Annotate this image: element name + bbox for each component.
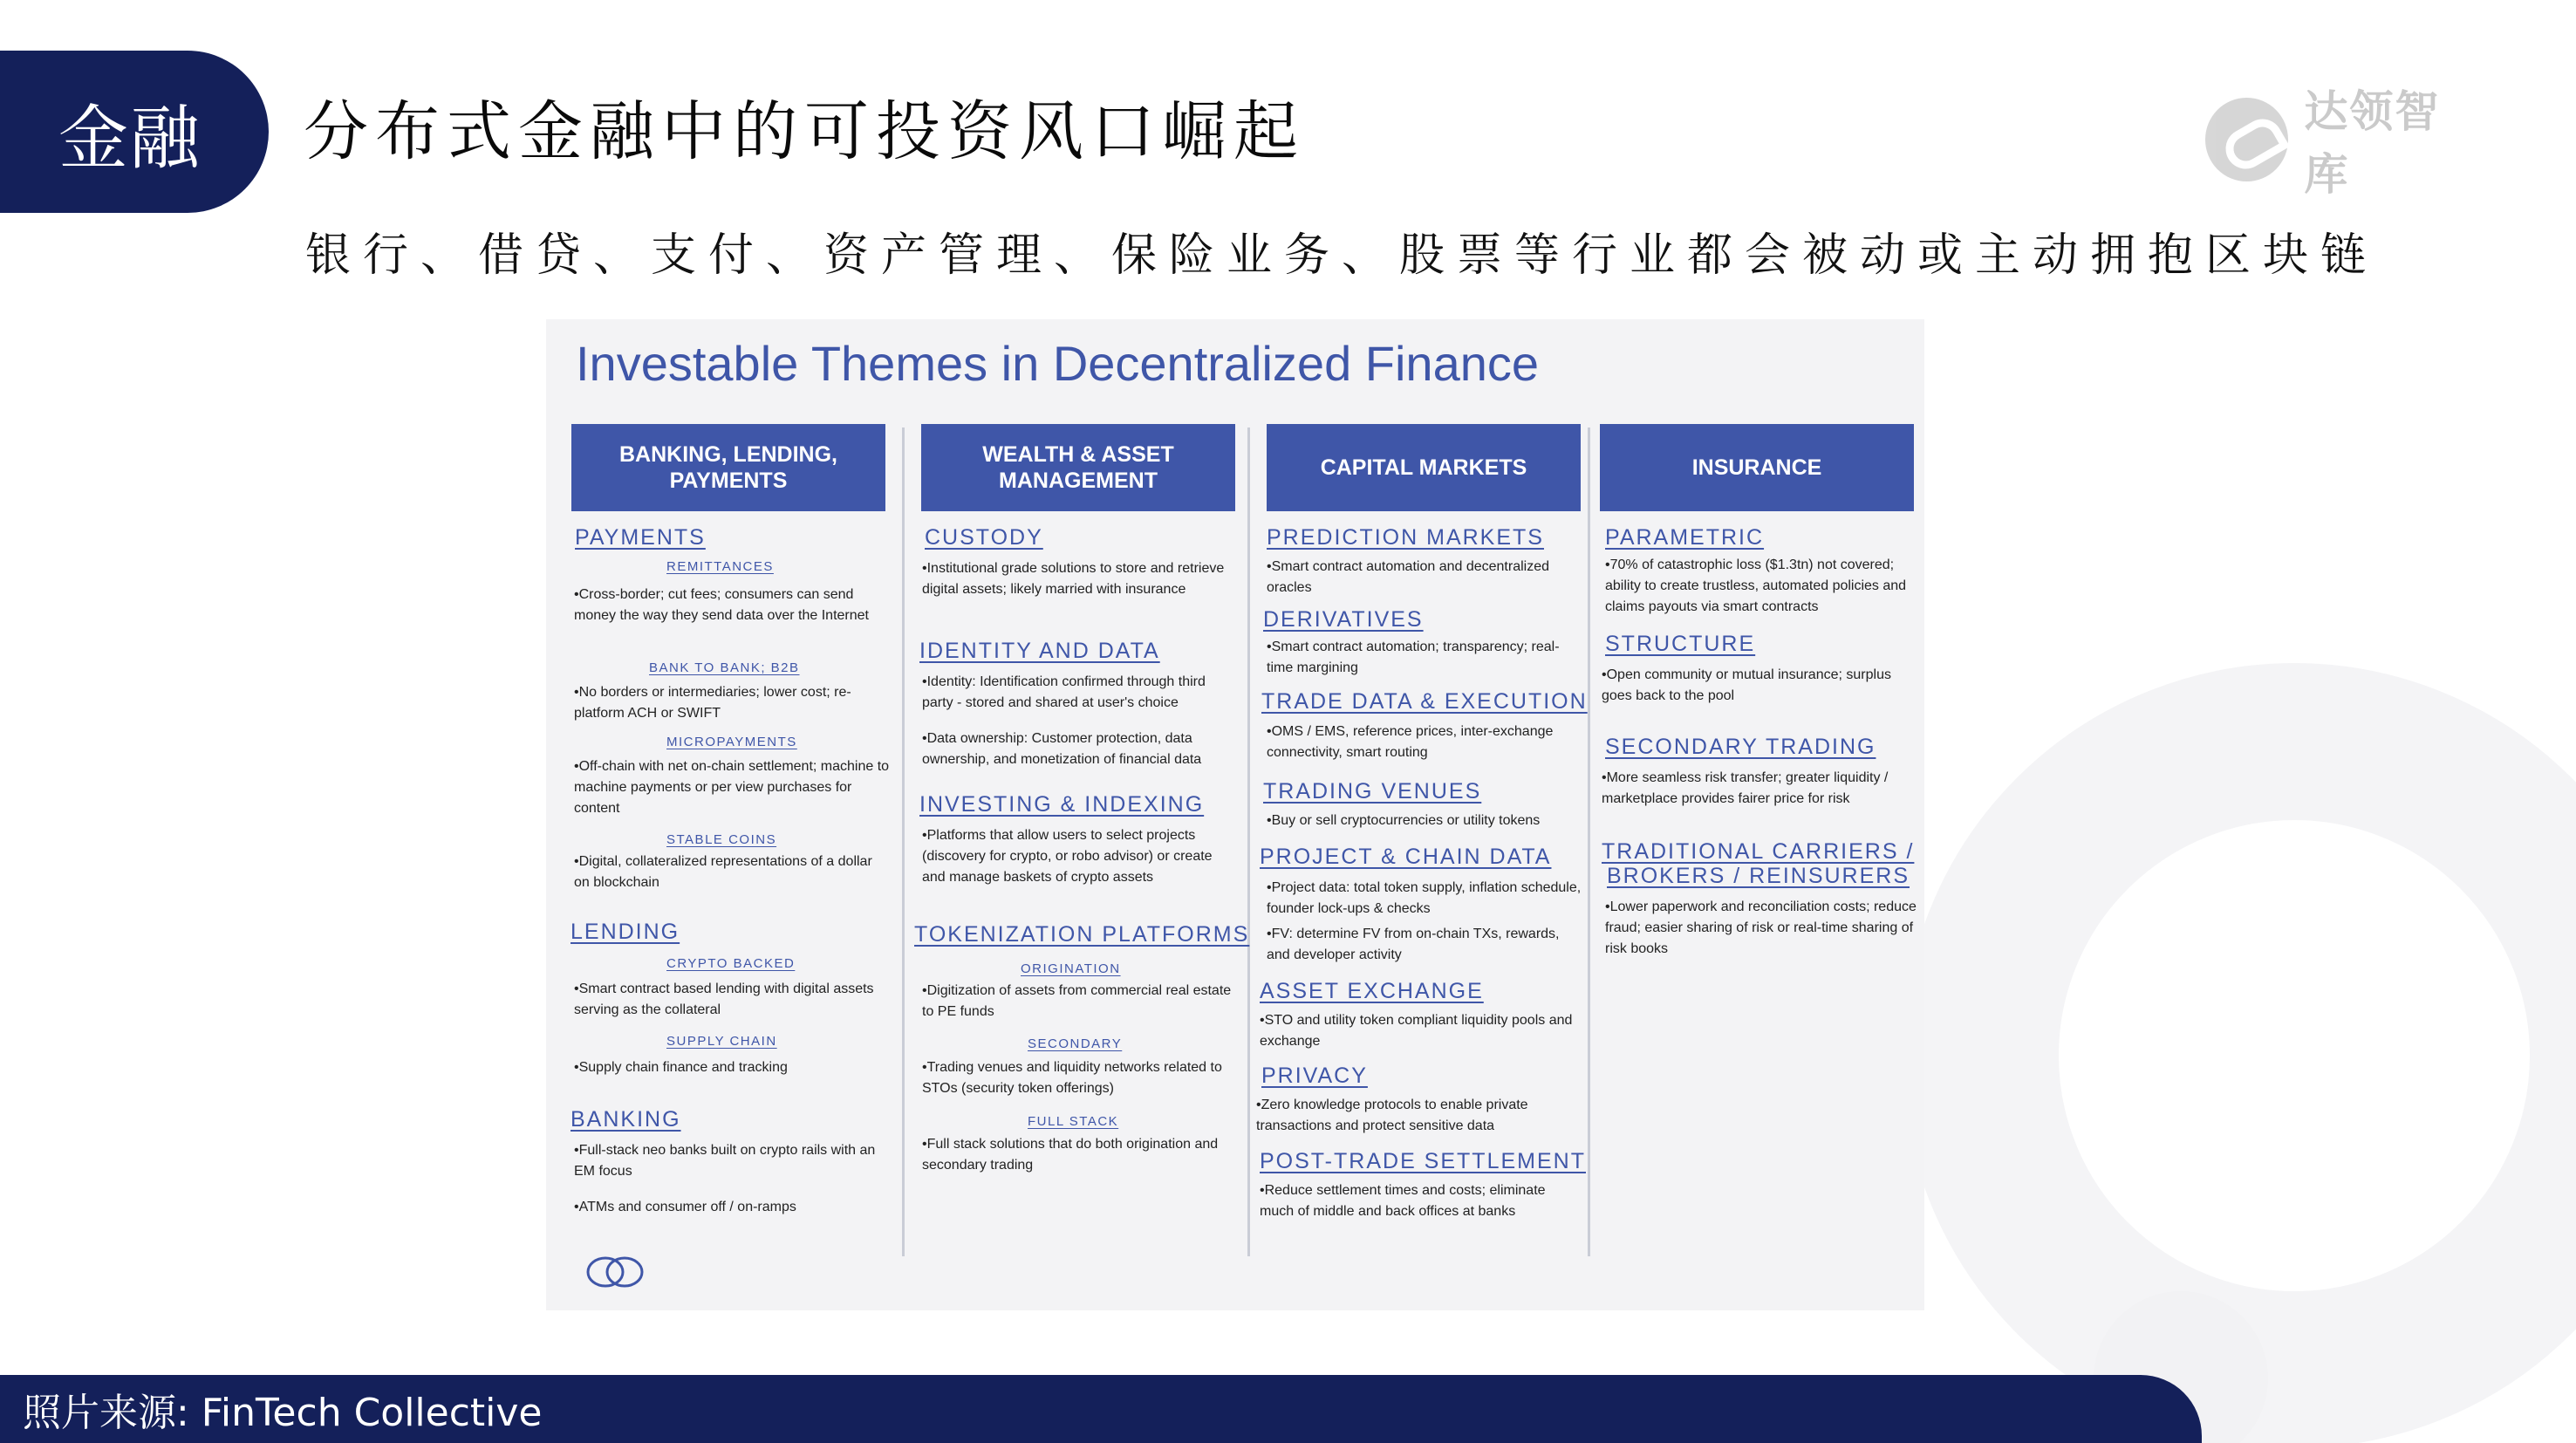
column-divider [902,427,905,1256]
section-heading: PARAMETRIC [1605,525,1765,550]
section-heading: INVESTING & INDEXING [919,792,1205,817]
subsection-heading: REMITTANCES [666,559,774,574]
item-text: •Smart contract based lending with digital assets serving as the collateral [574,981,874,1017]
section-heading: POST-TRADE SETTLEMENT [1260,1149,1586,1173]
item-text: •Off-chain with net on-chain settlement; machine to machine payments or per view purchases for content [574,759,890,816]
item-text: •STO and utility token compliant liquidity pools and exchange [1260,1013,1573,1049]
item-text: •Platforms that allow users to select projects (discovery for crypto, or robo advisor) or create and manage baskets of crypto assets [922,828,1213,885]
item-text: •ATMs and consumer off / on-ramps [574,1200,796,1214]
column-header: INSURANCE [1600,424,1914,511]
section-heading: IDENTITY AND DATA [919,639,1160,663]
item-text: •Zero knowledge protocols to enable private transactions and protect sensitive data [1256,1098,1528,1133]
item-text: •Institutional grade solutions to store and retrieve digital assets; likely married with insurance [922,561,1225,597]
column-divider [1247,427,1250,1256]
item-text: •70% of catastrophic loss ($1.3tn) not covered; ability to create trustless, automated policies and claims payouts via smart contracts [1605,557,1907,614]
item-text: •Open community or mutual insurance; surplus goes back to the pool [1602,667,1891,703]
item-text: •Digital, collateralized representations of a dollar on blockchain [574,854,872,890]
subsection-heading: FULL STACK [1028,1114,1119,1129]
item-text: •Cross-border; cut fees; consumers can send money the way they send data over the Internet [574,587,869,623]
item-text: •Digitization of assets from commercial real estate to PE funds [922,983,1232,1019]
item-text: •Project data: total token supply, inflation schedule, founder lock-ups & checks [1267,880,1582,916]
fintech-collective-logo-icon [581,1253,651,1291]
brand-logo [2205,86,2484,200]
section-heading: SECONDARY TRADING [1605,735,1876,759]
subsection-heading: CRYPTO BACKED [666,956,796,971]
section-heading: STRUCTURE [1605,632,1756,656]
item-text: •Reduce settlement times and costs; eliminate much of middle and back offices at banks [1260,1183,1546,1219]
section-heading: TRADE DATA & EXECUTION [1261,689,1588,714]
item-text: •Smart contract automation; transparency; real-time margining [1267,639,1560,675]
item-text: •Full-stack neo banks built on crypto rails with an EM focus [574,1143,876,1179]
subsection-heading: MICROPAYMENTS [666,735,797,749]
subsection-heading: SECONDARY [1028,1036,1123,1051]
item-text: •Supply chain finance and tracking [574,1060,788,1075]
column-wealth [921,424,1235,511]
column-divider [1588,427,1590,1256]
infographic-panel [546,319,1924,1310]
section-heading: PROJECT & CHAIN DATA [1260,845,1552,869]
section-heading: PREDICTION MARKETS [1267,525,1544,550]
subsection-heading: BANK TO BANK; B2B [649,660,800,675]
section-heading: PAYMENTS [575,525,706,550]
category-tag [0,51,269,213]
item-text: •Smart contract automation and decentralized oracles [1267,559,1549,595]
item-text: •Data ownership: Customer protection, data ownership, and monetization of financial data [922,731,1202,767]
column-header: CAPITAL MARKETS [1267,424,1581,511]
section-heading: LENDING [571,920,680,944]
subsection-heading: ORIGINATION [1021,961,1121,976]
item-text: •OMS / EMS, reference prices, inter-exchange connectivity, smart routing [1267,724,1554,760]
column-banking [571,424,885,511]
footer-bar [0,1375,2202,1443]
item-text: •Buy or sell cryptocurrencies or utility tokens [1267,813,1541,828]
item-text: •Lower paperwork and reconciliation costs; reduce fraud; easier sharing of risk or real-time sharing of risk books [1605,899,1917,956]
item-text: •Identity: Identification confirmed through third party - stored and shared at user's choice [922,674,1206,710]
section-heading: CUSTODY [925,525,1043,550]
column-capital-markets [1267,424,1581,511]
page-title: 分布式金融中的可投资风口崛起 [304,94,1305,169]
section-heading: DERIVATIVES [1263,607,1424,632]
item-text: •Full stack solutions that do both origination and secondary trading [922,1137,1219,1173]
subsection-heading: SUPPLY CHAIN [666,1034,777,1049]
image-source-caption: 照片来源: FinTech Collective [23,1391,543,1435]
subsection-heading: STABLE COINS [666,832,777,847]
section-heading: TOKENIZATION PLATFORMS [914,922,1250,947]
item-text: •No borders or intermediaries; lower cost; re-platform ACH or SWIFT [574,685,851,721]
item-text: •More seamless risk transfer; greater liquidity / marketplace provides fairer price for risk [1602,770,1889,806]
section-heading: BANKING [571,1107,681,1132]
column-header: WEALTH & ASSET MANAGEMENT [921,424,1235,511]
section-heading: ASSET EXCHANGE [1260,979,1484,1003]
section-heading: PRIVACY [1261,1063,1368,1088]
infographic-title: Investable Themes in Decentralized Finance [576,336,1540,391]
brand-logo-icon [2205,98,2288,181]
section-heading: TRADITIONAL CARRIERS / [1602,839,1915,864]
item-text: •FV: determine FV from on-chain TXs, rewards, and developer activity [1267,927,1560,962]
section-heading: BROKERS / REINSURERS [1607,864,1910,888]
section-heading: TRADING VENUES [1263,779,1482,804]
column-header: BANKING, LENDING, PAYMENTS [571,424,885,511]
page-subtitle: 银行、借贷、支付、资产管理、保险业务、股票等行业都会被动或主动拥抱区块链 [305,229,2379,282]
column-insurance [1600,424,1914,511]
brand-logo-text: 达领智库 [2304,86,2441,200]
item-text: •Trading venues and liquidity networks related to STOs (security token offerings) [922,1060,1222,1096]
category-tag-label: 金融 [58,97,202,179]
